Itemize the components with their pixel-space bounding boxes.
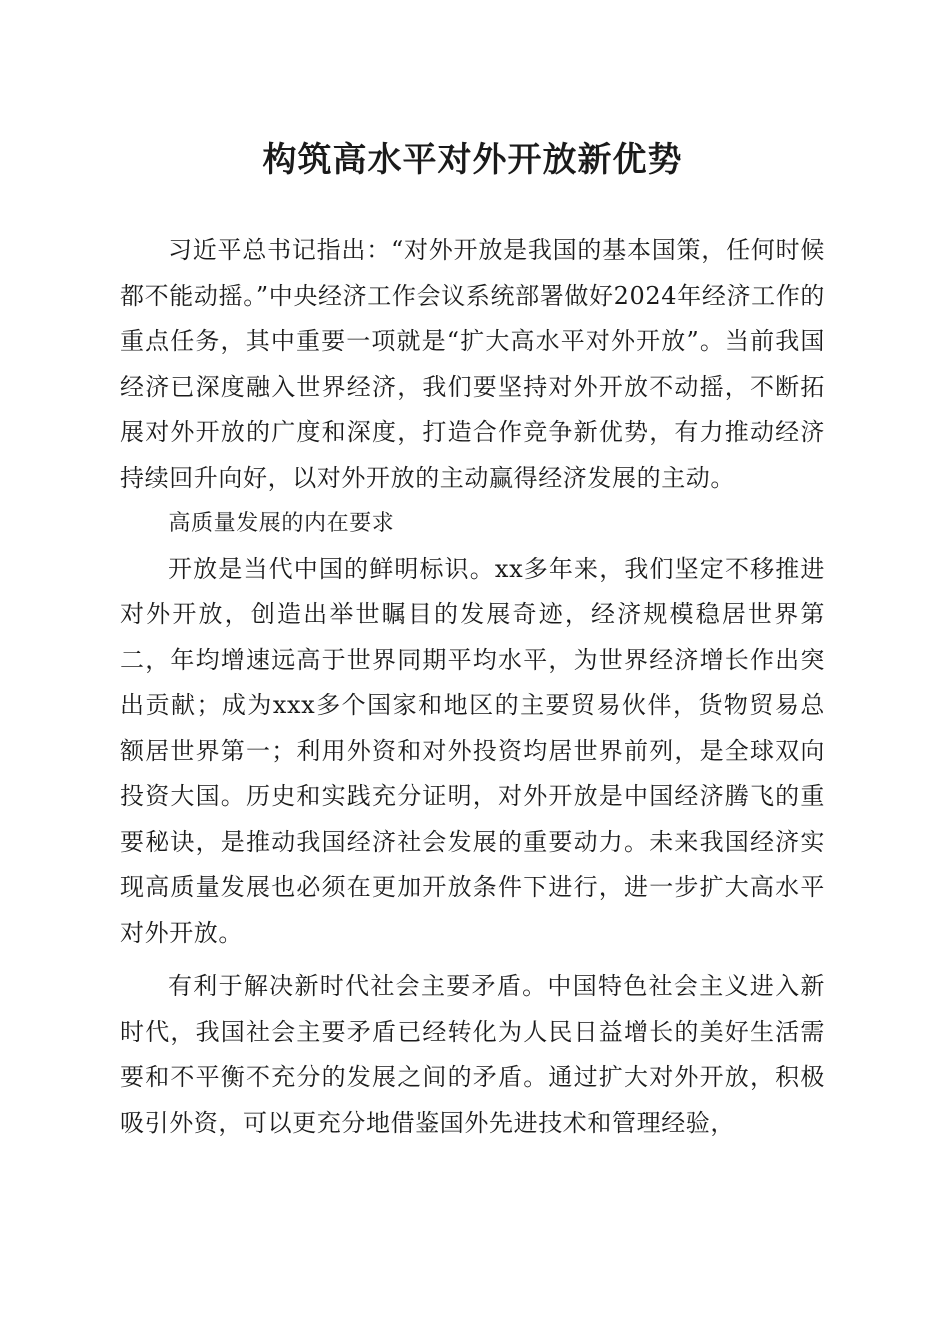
section-heading: 高质量发展的内在要求 (168, 511, 395, 536)
document-body (120, 228, 825, 1146)
paragraph-intro: 习近平总书记指出：“对外开放是我国的基本国策，任何时候都不能动摇。”中央经济工作会议系统部署做好2024年经济工作的重点任务，其中重要一项就是“扩大高水平对外开放”。当前我国经济已深度融入世界经济，我们要坚持对外开放不动摇，不断拓展对外开放的广度和深度，打造合作竞争新优势，有力推动经济持续回升向好，以对外开放的主动赢得经济发展的主动。 (120, 236, 825, 492)
document-title: 构筑高水平对外开放新优势 (262, 140, 683, 180)
paragraph-openness: 开放是当代中国的鲜明标识。xx多年来，我们坚定不移推进对外开放，创造出举世瞩目的发展奇迹，经济规模稳居世界第二，年均增速远高于世界同期平均水平，为世界经济增长作出突出贡献；成为xxx多个国家和地区的主要贸易伙伴，货物贸易总额居世界第一；利用外资和对外投资均居世界前列，是全球双向投资大国。历史和实践充分证明，对外开放是中国经济腾飞的重要秘诀，是推动我国经济社会发展的重要动力。未来我国经济实现高质量发展也必须在更加开放条件下进行，进一步扩大高水平对外开放。 (120, 554, 825, 947)
paragraph-contradiction: 有利于解决新时代社会主要矛盾。中国特色社会主义进入新时代，我国社会主要矛盾已经转化为人民日益增长的美好生活需要和不平衡不充分的发展之间的矛盾。通过扩大对外开放，积极吸引外资，可以更充分地借鉴国外先进技术和管理经验， (120, 972, 825, 1137)
